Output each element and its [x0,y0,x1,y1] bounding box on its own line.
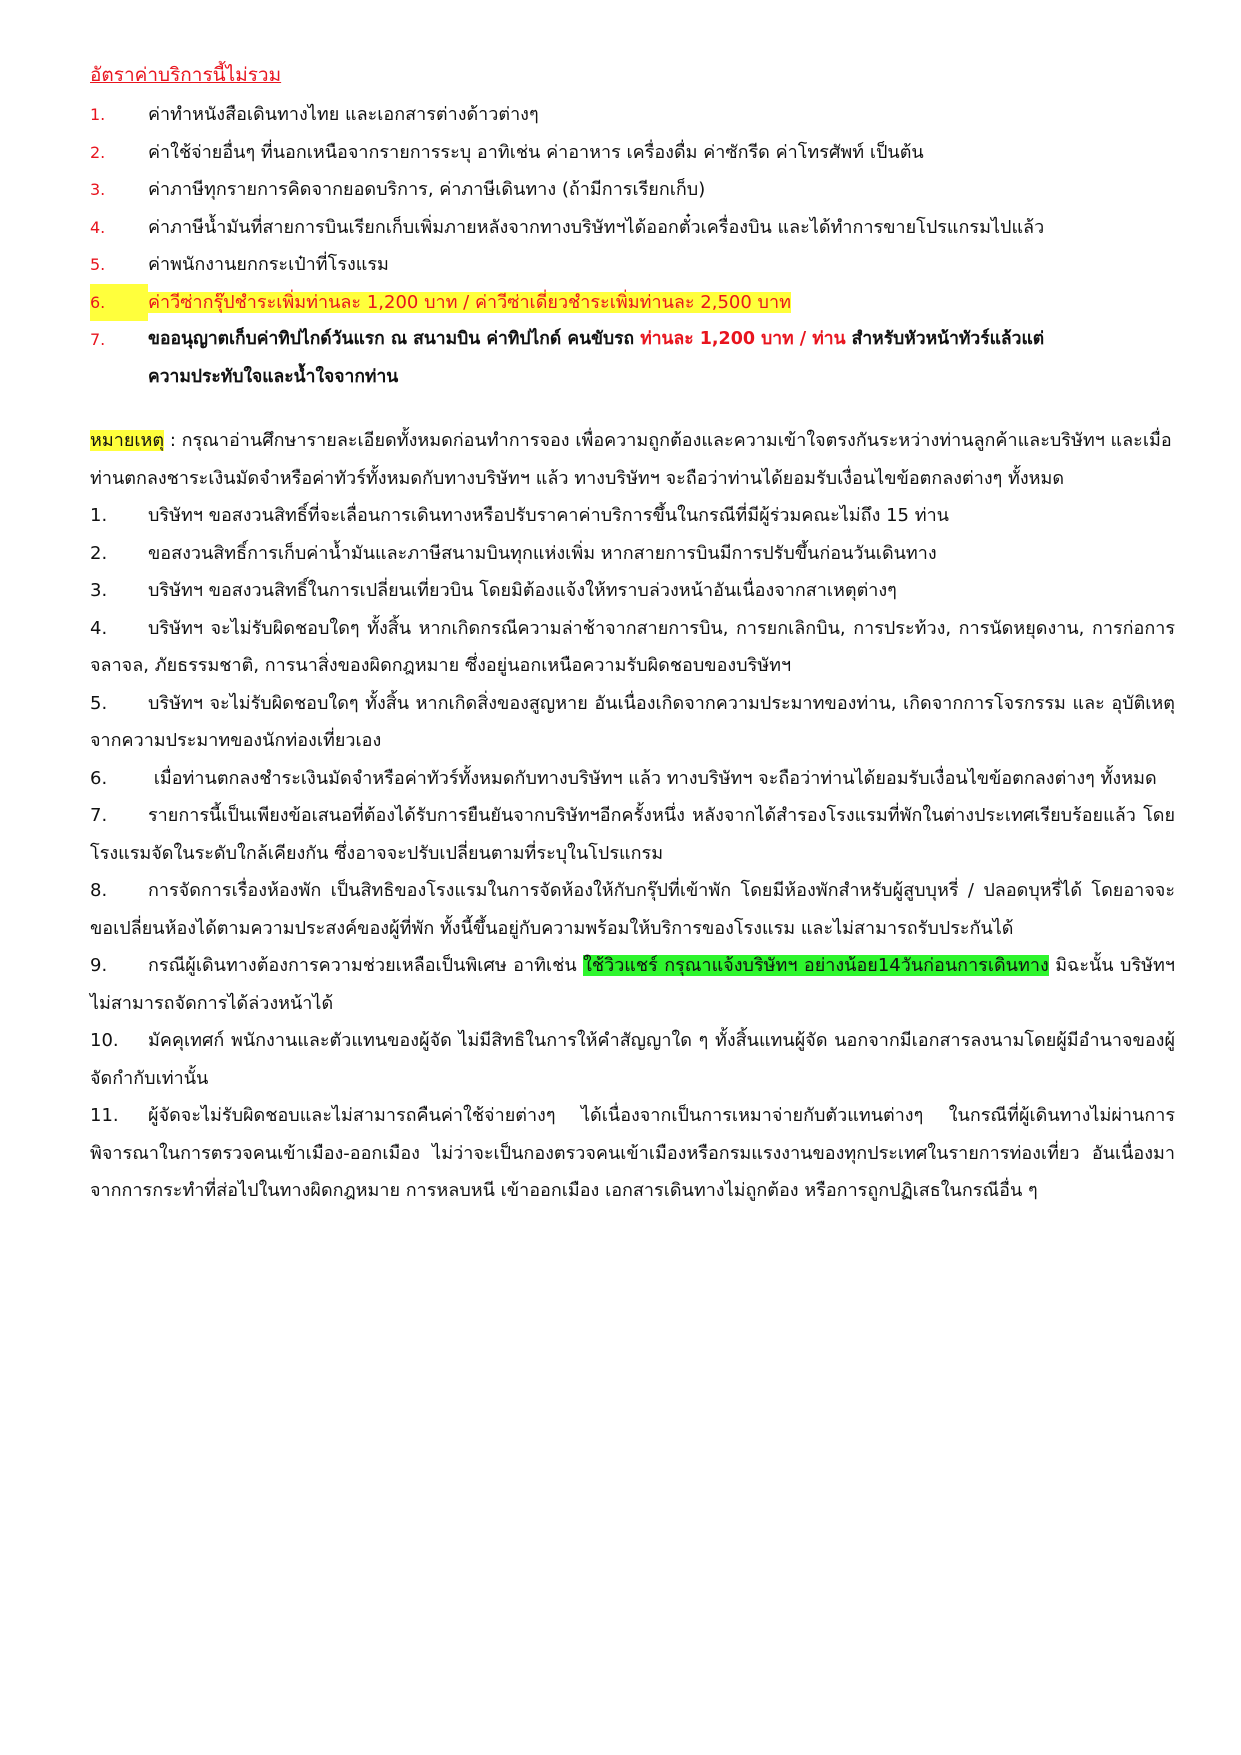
condition-item [90,872,1175,947]
condition-number: 11. [90,1105,119,1126]
conditions-list [90,497,1175,1210]
visa-fee-highlight: ค่าวีซ่ากรุ๊ปชำระเพิ่มท่านละ 1,200 บาท / ค่าวีซ่าเดี่ยวชำระเพิ่มท่านละ 2,500 บาท [148,291,791,313]
condition-item [90,535,1175,573]
note-paragraph [90,422,1175,497]
exclusion-item [90,171,1175,209]
exclusion-item [90,209,1175,247]
exclusion-number: 5. [90,255,106,274]
condition-text: บริษัทฯ จะไม่รับผิดชอบใดๆ ทั้งสิ้น หากเกิดกรณีความล่าช้าจากสายการบิน, การยกเลิกบิน, การประท้วง, การนัดหยุดงาน, การก่อการจลาจล, ภัยธรรมชาติ, การนาสิ่งของผิดกฎหมาย ซึ่งอยู่นอกเหนือความรับผิดชอบของบริษัทฯ [90,617,1175,676]
condition-number: 5. [90,692,108,714]
exclusion-text-tip [148,321,1175,396]
document-page [90,62,1175,1210]
condition-text: รายการนี้เป็นเพียงข้อเสนอที่ต้องได้รับการยืนยันจากบริษัทฯอีกครั้งหนึ่ง หลังจากได้สำรองโรงแรมที่พักในต่างประเทศเรียบร้อยแล้ว โดยโรงแรมจัดในระดับใกล้เคียงกัน ซึ่งอาจจะปรับเปลี่ยนตามที่ระบุในโปรแกรม [90,805,1175,864]
exclusions-list [90,96,1175,396]
exclusion-item [90,246,1175,284]
condition-text: เมื่อท่านตกลงชำระเงินมัดจำหรือค่าทัวร์ทั้งหมดกับทางบริษัทฯ แล้ว ทางบริษัทฯ จะถือว่าท่านได้ยอมรับเงื่อนไขข้อตกลงต่างๆ ทั้งหมด [148,767,1157,789]
note-label: หมายเหตุ [90,430,165,451]
exclusions-heading: อัตราค่าบริการนี้ไม่รวม [90,64,282,86]
condition-text: บริษัทฯ ขอสงวนสิทธิ์ที่จะเลื่อนการเดินทางหรือปรับราคาค่าบริการขึ้นในกรณีที่มีผู้ร่วมคณะไม่ถึง 15 ท่าน [148,505,949,526]
exclusion-item [90,134,1175,172]
exclusion-number: 4. [90,217,106,237]
exclusion-text: ค่าใช้จ่ายอื่นๆ ที่นอกเหนือจากรายการระบุ อาทิเช่น ค่าอาหาร เครื่องดื่ม ค่าซักรีด ค่าโทรศัพท์ เป็นต้น [148,141,924,163]
condition-number: 1. [90,505,108,526]
condition-item [90,1022,1175,1097]
exclusion-text: ค่าทำหนังสือเดินทางไทย และเอกสารต่างด้าวต่างๆ [148,104,539,125]
condition-number: 7. [90,805,108,826]
condition-item [90,497,1175,535]
exclusion-item [90,96,1175,134]
condition-number: 9. [90,955,108,976]
exclusion-text: ค่าพนักงานยกกระเป๋าที่โรงแรม [148,254,389,275]
condition-number: 2. [90,542,108,564]
exclusion-number: 1. [90,105,106,124]
condition-item-wheelchair [90,947,1175,1022]
condition-item [90,797,1175,872]
condition-item [90,1097,1175,1210]
exclusion-number: 2. [90,142,106,162]
condition-text: บริษัทฯ จะไม่รับผิดชอบใดๆ ทั้งสิ้น หากเกิดสิ่งของสูญหาย อันเนื่องเกิดจากความประมาทของท่าน, เกิดจากการโจรกรรม และ อุบัติเหตุจากความประมาทของนักท่องเที่ยวเอง [90,692,1175,751]
condition-number: 4. [90,617,108,639]
note-text: : กรุณาอ่านศึกษารายละเอียดทั้งหมดก่อนทำการจอง เพื่อความถูกต้องและความเข้าใจตรงกันระหว่างท่านลูกค้าและบริษัทฯ และเมื่อท่านตกลงชาระเงินมัดจำหรือค่าทัวร์ทั้งหมดกับทางบริษัทฯ แล้ว ทางบริษัทฯ จะถือว่าท่านได้ยอมรับเงื่อนไขข้อตกลงต่างๆ ทั้งหมด [90,430,1172,489]
condition-number: 10. [90,1030,119,1051]
condition-item [90,760,1175,798]
exclusion-item-visa [90,284,1175,322]
exclusion-text-visa [148,284,1175,322]
exclusion-text: ค่าภาษีน้ำมันที่สายการบินเรียกเก็บเพิ่มภายหลังจากทางบริษัทฯได้ออกตั๋วเครื่องบิน และได้ทำการขายโปรแกรมไปแล้ว [148,216,1045,238]
condition-item [90,685,1175,760]
condition-text-part2: มิฉะนั้น บริษัทฯไม่สามารถจัดการได้ล่วงหน้าได้ [90,955,1175,1014]
condition-text: ผู้จัดจะไม่รับผิดชอบและไม่สามารถคืนค่าใช้จ่ายต่างๆ ได้เนื่องจากเป็นการเหมาจ่ายกับตัวแทนต่างๆ ในกรณีที่ผู้เดินทางไม่ผ่านการพิจารณาในการตรวจคนเข้าเมือง-ออกเมือง ไม่ว่าจะเป็นกองตรวจคนเข้าเมืองหรือกรมแรงงานของทุกประเทศในรายการท่องเที่ยว อันเนื่องมาจากการกระทำที่ส่อไปในทางผิดกฎหมาย การหลบหนี เข้าออกเมือง เอกสารเดินทางไม่ถูกต้อง หรือการถูกปฏิเสธในกรณีอื่น ๆ [90,1105,1175,1201]
exclusion-text: ค่าภาษีทุกรายการคิดจากยอดบริการ, ค่าภาษีเดินทาง (ถ้ามีการเรียกเก็บ) [148,179,706,200]
wheelchair-highlight: ใช้วิวแชร์ กรุณาแจ้งบริษัทฯ อย่างน้อย14วันก่อนการเดินทาง [583,955,1049,976]
condition-text: ขอสงวนสิทธิ์การเก็บค่าน้ำมันและภาษีสนามบินทุกแห่งเพิ่ม หากสายการบินมีการปรับขึ้นก่อนวันเดินทาง [148,542,937,564]
condition-number: 6. [90,767,108,789]
condition-text-part1: กรณีผู้เดินทางต้องการความช่วยเหลือเป็นพิเศษ อาทิเช่น [148,955,584,976]
condition-text: บริษัทฯ ขอสงวนสิทธิ์ในการเปลี่ยนเที่ยวบิน โดยมิต้องแจ้งให้ทราบล่วงหน้าอันเนื่องจากสาเหตุต่างๆ [148,580,897,601]
condition-number: 8. [90,880,108,901]
condition-number: 3. [90,580,108,601]
tip-amount: ท่านละ 1,200 บาท / ท่าน [640,329,846,349]
exclusion-number: 3. [90,180,106,199]
tip-text-part3: สำหรับหัวหน้าทัวร์แล้วแต่ [845,329,1045,349]
tip-text-line2: ความประทับใจและน้ำใจจากท่าน [148,366,399,387]
condition-item [90,610,1175,685]
exclusion-item-tip [90,321,1175,396]
condition-text: การจัดการเรื่องห้องพัก เป็นสิทธิของโรงแรมในการจัดห้องให้กับกรุ๊ปที่เข้าพัก โดยมีห้องพักสำหรับผู้สูบบุหรี่ / ปลอดบุหรี่ได้ โดยอาจจะขอเปลี่ยนห้องได้ตามความประสงค์ของผู้ที่พัก ทั้งนี้ขึ้นอยู่กับความพร้อมให้บริการของโรงแรม และไม่สามารถรับประกันได้ [90,880,1175,939]
exclusion-number: 7. [90,330,106,349]
condition-text: มัคคุเทศก์ พนักงานและตัวแทนของผู้จัด ไม่มีสิทธิในการให้คำสัญญาใด ๆ ทั้งสิ้นแทนผู้จัด นอกจากมีเอกสารลงนามโดยผู้มีอำนาจของผู้จัดกำกับเท่านั้น [90,1030,1175,1089]
exclusion-number: 6. [90,284,148,322]
condition-item [90,572,1175,610]
tip-text-part1: ขออนุญาตเก็บค่าทิปไกด์วันแรก ณ สนามบิน ค่าทิปไกด์ คนขับรถ [148,329,641,349]
